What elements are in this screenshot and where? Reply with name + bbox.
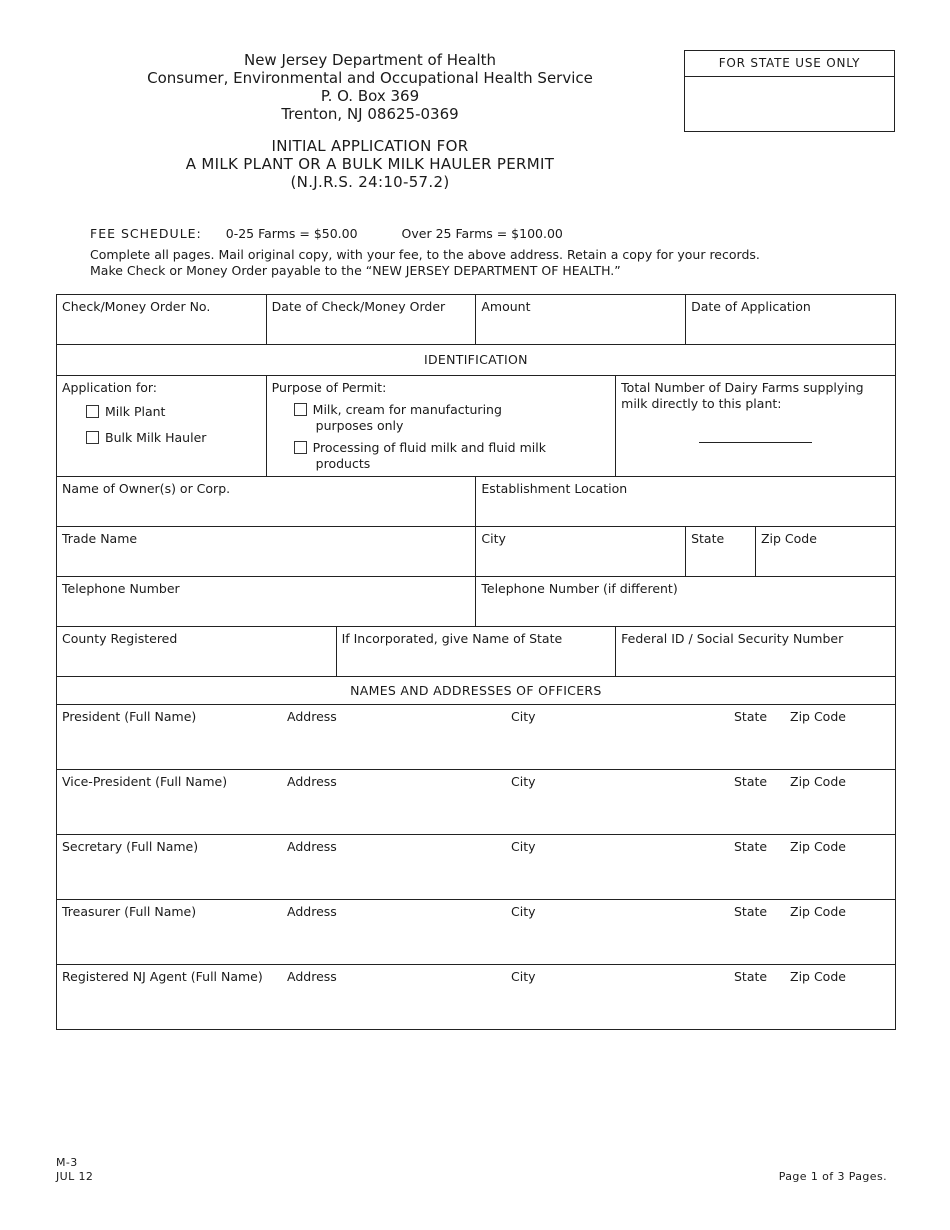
bulk-hauler-option[interactable] — [62, 430, 261, 446]
officer-role-label: Secretary (Full Name) — [62, 839, 199, 854]
fee-schedule — [90, 226, 563, 242]
check-date-label: Date of Check/Money Order — [271, 299, 446, 314]
incorporated-state-label: If Incorporated, give Name of State — [341, 631, 563, 646]
state-use-label: FOR STATE USE ONLY — [685, 51, 894, 77]
officer-row-vice-president[interactable] — [57, 770, 896, 835]
trade-name-label: Trade Name — [62, 531, 138, 546]
milk-plant-option[interactable] — [62, 404, 261, 420]
officer-address-label: Address — [287, 904, 337, 919]
officer-address-label: Address — [287, 969, 337, 984]
dairy-farms-input-line[interactable] — [699, 442, 812, 443]
form-number: M-3 — [56, 1156, 78, 1169]
purpose-fluid-checkbox[interactable] — [294, 441, 307, 454]
agency-city: Trenton, NJ 08625-0369 — [281, 105, 459, 123]
fee-instructions-1: Complete all pages. Mail original copy, with your fee, to the above address. Retain a copy for your records. — [90, 247, 760, 262]
form-title — [100, 137, 640, 191]
application-date-label: Date of Application — [691, 299, 811, 314]
purpose-fluid-option[interactable] — [272, 440, 610, 456]
state-field[interactable] — [686, 527, 756, 577]
check-number-field[interactable] — [57, 295, 267, 345]
officer-role-label: Treasurer (Full Name) — [62, 904, 197, 919]
officer-city-label: City — [511, 774, 536, 789]
county-field[interactable] — [57, 627, 337, 677]
agency-division: Consumer, Environmental and Occupational Health Service — [147, 69, 593, 87]
application-for-cell — [57, 376, 267, 477]
dairy-farms-label-cont: milk directly to this plant: — [621, 396, 782, 411]
officers-heading: NAMES AND ADDRESSES OF OFFICERS — [57, 677, 896, 705]
application-for-label: Application for: — [62, 380, 157, 395]
purpose-cell — [266, 376, 615, 477]
state-use-box — [684, 50, 895, 132]
trade-name-field[interactable] — [57, 527, 476, 577]
milk-plant-label: Milk Plant — [105, 404, 166, 419]
purpose-fluid-label: Processing of fluid milk and fluid milk — [312, 440, 546, 455]
form-title-line-3: (N.J.R.S. 24:10-57.2) — [290, 173, 450, 191]
officer-address-label: Address — [287, 839, 337, 854]
purpose-manufacturing-label-cont: purposes only — [315, 418, 404, 433]
officer-state-label: State — [734, 969, 768, 984]
bulk-hauler-checkbox[interactable] — [86, 431, 99, 444]
city-field[interactable] — [476, 527, 686, 577]
purpose-label: Purpose of Permit: — [271, 380, 387, 395]
officer-city-label: City — [511, 839, 536, 854]
dairy-farms-cell — [616, 376, 896, 477]
officer-row-president[interactable] — [57, 705, 896, 770]
zip-field[interactable] — [755, 527, 895, 577]
page-indicator: Page 1 of 3 Pages. — [778, 1170, 887, 1183]
telephone-alt-field[interactable] — [476, 577, 895, 627]
officer-zip-label: Zip Code — [790, 904, 846, 919]
fee-tier-1: 0-25 Farms = $50.00 — [225, 226, 358, 241]
purpose-manufacturing-option[interactable] — [272, 402, 610, 418]
federal-id-label: Federal ID / Social Security Number — [621, 631, 844, 646]
county-label: County Registered — [62, 631, 178, 646]
officer-address-label: Address — [287, 709, 337, 724]
agency-name: New Jersey Department of Health — [243, 51, 496, 69]
state-label: State — [691, 531, 725, 546]
fee-tier-2: Over 25 Farms = $100.00 — [401, 226, 563, 241]
establishment-location-field[interactable] — [476, 477, 895, 527]
bulk-hauler-label: Bulk Milk Hauler — [105, 430, 207, 445]
purpose-manufacturing-label: Milk, cream for manufacturing — [312, 402, 502, 417]
zip-label: Zip Code — [760, 531, 817, 546]
officer-row-treasurer[interactable] — [57, 900, 896, 965]
application-date-field[interactable] — [686, 295, 896, 345]
purpose-manufacturing-checkbox[interactable] — [294, 403, 307, 416]
fee-label: FEE SCHEDULE: — [90, 226, 202, 241]
officer-row-secretary[interactable] — [57, 835, 896, 900]
officer-role-label: Registered NJ Agent (Full Name) — [62, 969, 263, 984]
check-date-field[interactable] — [266, 295, 476, 345]
officer-zip-label: Zip Code — [790, 969, 846, 984]
form-title-line-1: INITIAL APPLICATION FOR — [271, 137, 469, 155]
officer-role-label: President (Full Name) — [62, 709, 197, 724]
identification-heading: IDENTIFICATION — [57, 345, 896, 376]
officer-address-label: Address — [287, 774, 337, 789]
owner-name-label: Name of Owner(s) or Corp. — [62, 481, 231, 496]
officer-zip-label: Zip Code — [790, 709, 846, 724]
officer-state-label: State — [734, 774, 768, 789]
form-id — [56, 1156, 93, 1184]
establishment-location-label: Establishment Location — [481, 481, 628, 496]
owner-name-field[interactable] — [57, 477, 476, 527]
officer-state-label: State — [734, 904, 768, 919]
amount-field[interactable] — [476, 295, 686, 345]
agency-header — [100, 51, 640, 123]
agency-po-box: P. O. Box 369 — [320, 87, 420, 105]
federal-id-field[interactable] — [616, 627, 896, 677]
application-form — [56, 294, 896, 1030]
officer-zip-label: Zip Code — [790, 839, 846, 854]
officer-zip-label: Zip Code — [790, 774, 846, 789]
check-number-label: Check/Money Order No. — [62, 299, 211, 314]
officer-row-nj-agent[interactable] — [57, 965, 896, 1030]
officer-role-label: Vice-President (Full Name) — [62, 774, 228, 789]
telephone-label: Telephone Number — [62, 581, 180, 596]
telephone-alt-label: Telephone Number (if different) — [481, 581, 678, 596]
form-title-line-2: A MILK PLANT OR A BULK MILK HAULER PERMIT — [185, 155, 555, 173]
officer-city-label: City — [511, 709, 536, 724]
officer-city-label: City — [511, 904, 536, 919]
officer-state-label: State — [734, 839, 768, 854]
fee-instructions-2: Make Check or Money Order payable to the “NEW JERSEY DEPARTMENT OF HEALTH.” — [90, 263, 621, 278]
dairy-farms-label: Total Number of Dairy Farms supplying — [621, 380, 864, 395]
incorporated-state-field[interactable] — [336, 627, 616, 677]
telephone-field[interactable] — [57, 577, 476, 627]
officer-city-label: City — [511, 969, 536, 984]
purpose-fluid-label-cont: products — [315, 456, 371, 471]
officer-state-label: State — [734, 709, 768, 724]
form-revision: JUL 12 — [56, 1170, 94, 1183]
milk-plant-checkbox[interactable] — [86, 405, 99, 418]
city-label: City — [481, 531, 506, 546]
amount-label: Amount — [481, 299, 531, 314]
